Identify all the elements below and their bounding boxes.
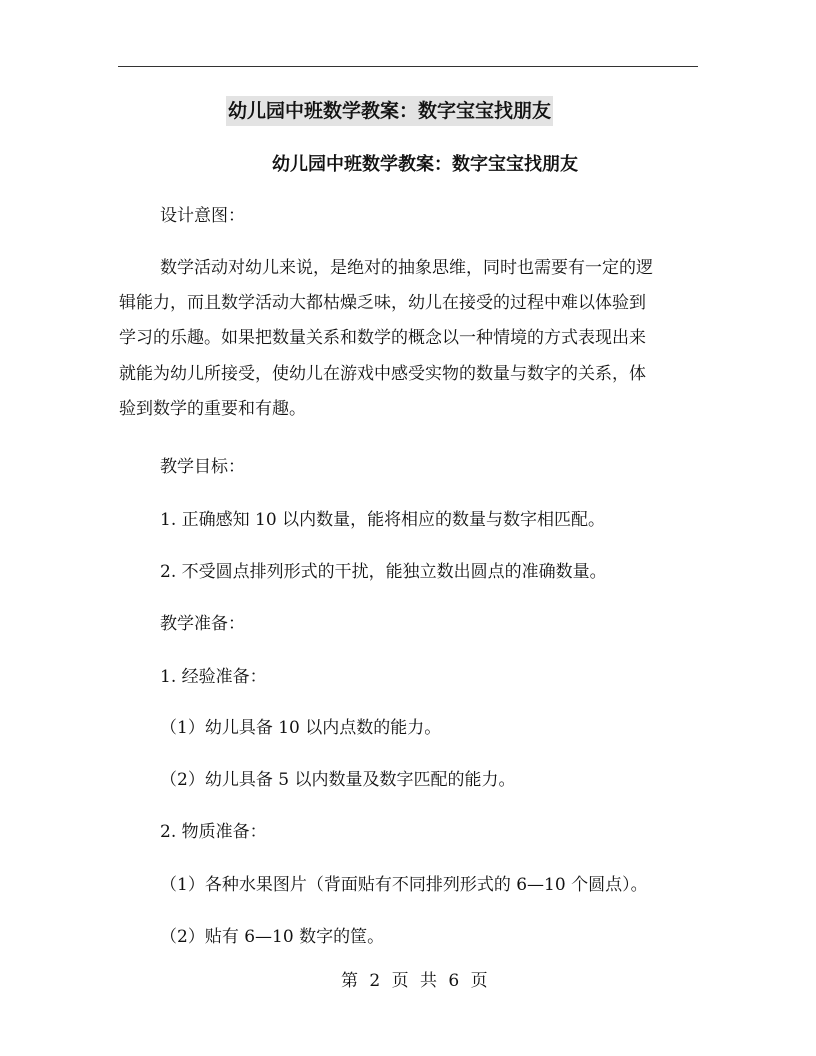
design-intent-heading: 设计意图： bbox=[160, 206, 245, 226]
goal-item-1: 1. 正确感知 10 以内数量，能将相应的数量与数字相匹配。 bbox=[160, 510, 606, 530]
design-intent-line-5: 验到数学的重要和有趣。 bbox=[119, 399, 306, 419]
goal-item-2: 2. 不受圆点排列形式的干扰，能独立数出圆点的准确数量。 bbox=[160, 562, 607, 582]
experience-item-1: （1）幼儿具备 10 以内点数的能力。 bbox=[160, 718, 442, 738]
design-intent-line-1: 数学活动对幼儿来说，是绝对的抽象思维，同时也需要有一定的逻 bbox=[160, 258, 653, 278]
goals-heading: 教学目标： bbox=[160, 457, 245, 477]
page-footer: 第 2 页 共 6 页 bbox=[341, 971, 488, 991]
experience-item-2: （2）幼儿具备 5 以内数量及数字匹配的能力。 bbox=[160, 770, 516, 790]
design-intent-line-2: 辑能力，而且数学活动大都枯燥乏味，幼儿在接受的过程中难以体验到 bbox=[119, 293, 646, 313]
design-intent-line-4: 就能为幼儿所接受，使幼儿在游戏中感受实物的数量与数字的关系，体 bbox=[119, 364, 646, 384]
document-title: 幼儿园中班数学教案：数字宝宝找朋友 bbox=[226, 96, 553, 126]
document-subtitle: 幼儿园中班数学教案：数字宝宝找朋友 bbox=[272, 154, 578, 175]
experience-heading: 1. 经验准备： bbox=[160, 667, 267, 687]
design-intent-line-3: 学习的乐趣。如果把数量关系和数学的概念以一种情境的方式表现出来 bbox=[119, 328, 646, 348]
header-rule bbox=[118, 66, 698, 67]
material-heading: 2. 物质准备： bbox=[160, 822, 267, 842]
material-item-2: （2）贴有 6—10 数字的筐。 bbox=[160, 927, 385, 947]
material-item-1: （1）各种水果图片（背面贴有不同排列形式的 6—10 个圆点）。 bbox=[160, 875, 648, 895]
preparation-heading: 教学准备： bbox=[160, 614, 245, 634]
